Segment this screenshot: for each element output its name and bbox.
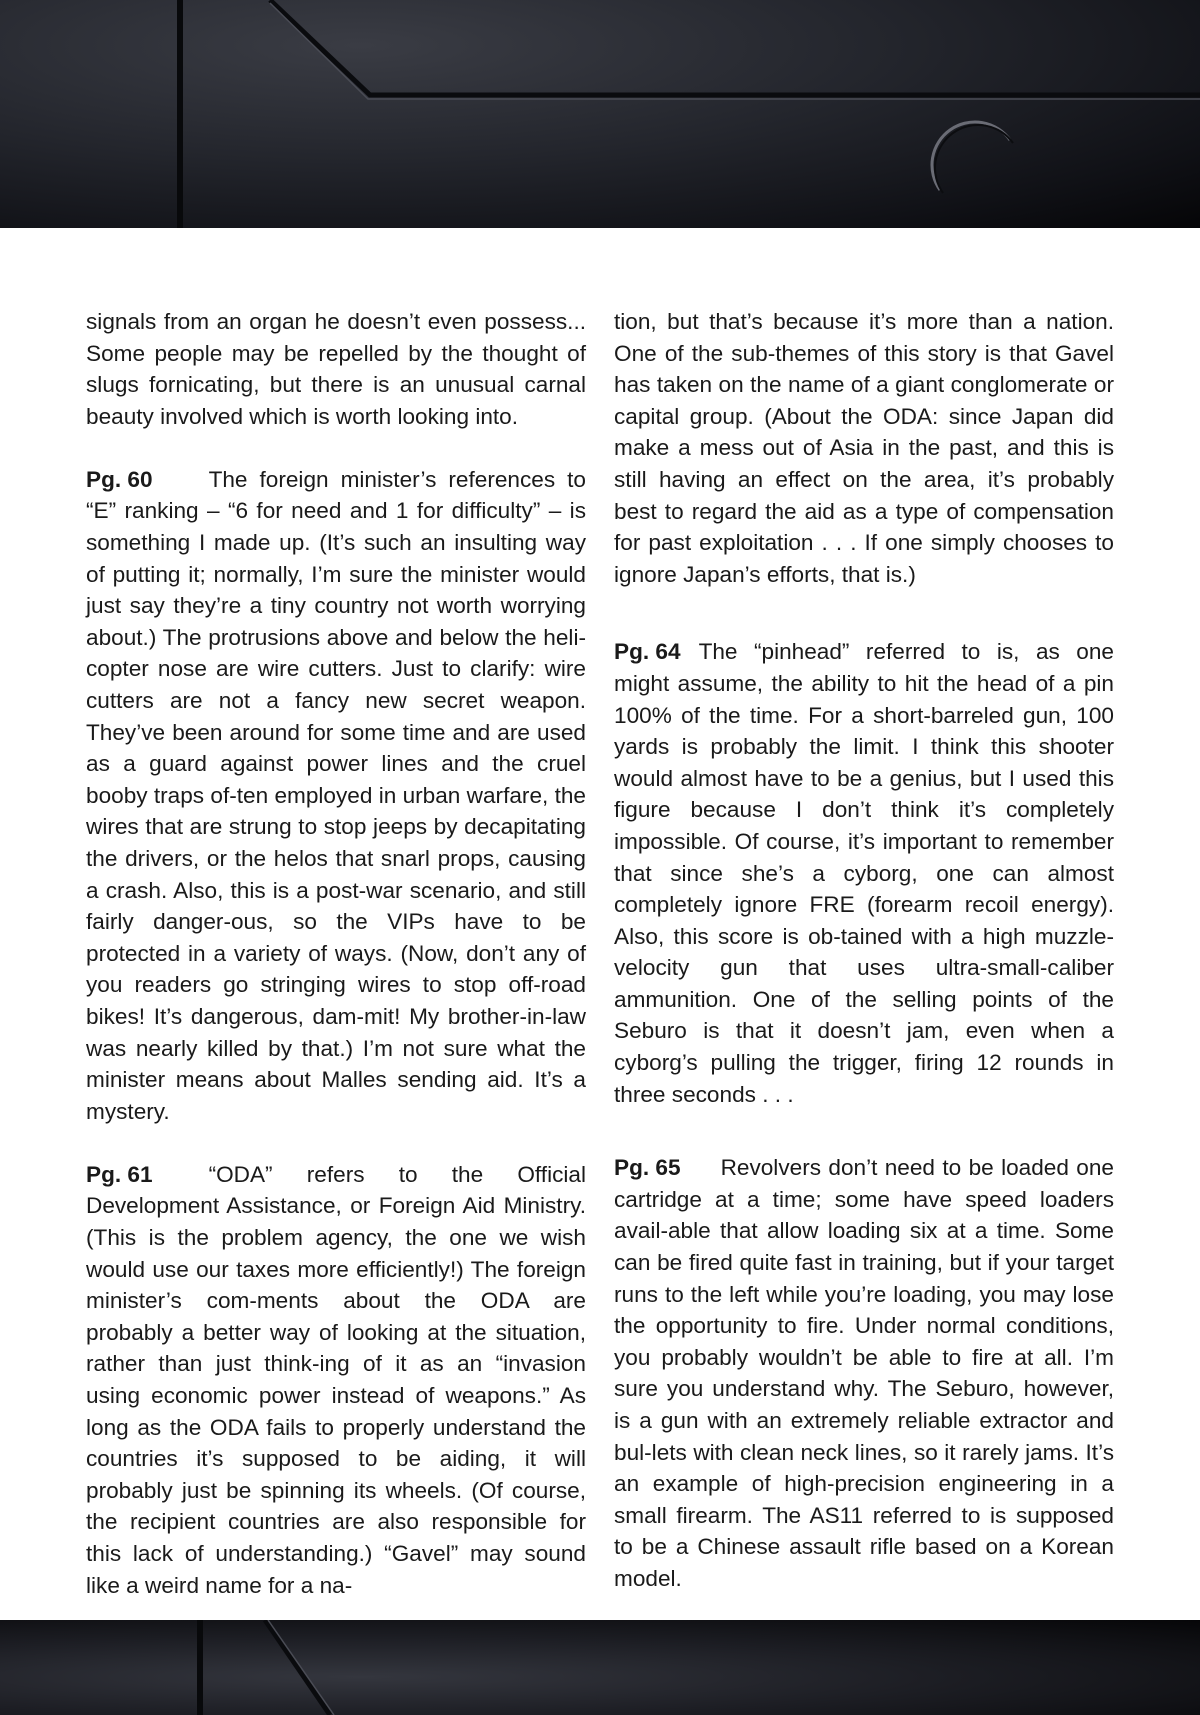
paragraph-pg-61	[86, 1159, 586, 1601]
header-decorative-panel	[0, 0, 1200, 228]
paragraph	[86, 306, 586, 432]
footer-panel-graphic	[0, 1620, 1200, 1715]
paragraph-pg-64	[614, 636, 1114, 1110]
header-panel-graphic	[0, 0, 1200, 228]
page-reference-label: Pg. 60	[86, 466, 153, 492]
left-column	[86, 306, 586, 1633]
paragraph-text: “ODA” refers to the Official Development Assistance, or Foreign Aid Ministry. (This is the problem agency, the one we wish would use our taxes more efficiently!) The foreign minister’s com-ments about the ODA are probably a better way of looking at the situation, rather than just think-ing of it as an “invasion using economic power instead of weapons.” As long as the ODA fails to properly understand the countries it’s supposed to be aiding, it will probably just be spinning its wheels. (Of course, the recipient countries are also responsible for this lack of understanding.) “Gavel” may sound like a weird name for a na-	[86, 1161, 586, 1598]
text-columns	[86, 306, 1114, 1633]
paragraph-pg-65	[614, 1152, 1114, 1594]
paragraph-text: tion, but that’s because it’s more than a nation. One of the sub-themes of this story is that Gavel has taken on the name of a giant conglomerate or capital group. (About the ODA: since Japan did make a mess out of Asia in the past, and this is still having an effect on the area, it’s probably best to regard the aid as a type of compensation for past exploitation . . . If one simply chooses to ignore Japan’s efforts, that is.)	[614, 309, 1114, 587]
paragraph	[614, 306, 1114, 590]
right-column	[614, 306, 1114, 1633]
paragraph-text: The foreign minister’s references to “E” ranking – “6 for need and 1 for difficulty” – is something I made up. (It’s such an insulting way of putting it; normally, I’m sure the minister would just say they’re a tiny country not worth worrying about.) The protrusions above and below the heli-copter nose are wire cutters. Just to clarify: wire cutters are not a fancy new secret weapon. They’ve been around for some time and are used as a guard against power lines and the cruel booby traps of-ten employed in urban warfare, the wires that are strung to stop jeeps by decapitating the drivers, or the helos that snarl props, causing a crash. Also, this is a post-war scenario, and still fairly danger-ous, so the VIPs have to be protected in a variety of ways. (Now, don’t any of you readers go stringing wires to stop off-road bikes! It’s dangerous, dam-mit! My brother-in-law was nearly killed by that.) I’m not sure what the minister means about Malles sending aid. It’s a mystery.	[86, 466, 586, 1124]
paragraph-pg-60	[86, 464, 586, 1127]
footer-decorative-panel	[0, 1620, 1200, 1715]
page-reference-label: Pg. 65	[614, 1155, 681, 1181]
page-reference-label: Pg. 64	[614, 639, 681, 665]
paragraph-text: Revolvers don’t need to be loaded one cartridge at a time; some have speed loaders avail-able that allow loading six at a time. Some can be fired quite fast in training, but if your target runs to the left while you’re loading, you may lose the opportunity to fire. Under normal conditions, you probably wouldn’t be able to fire at all. I’m sure you understand why. The Seburo, however, is a gun with an extremely reliable extractor and bul-lets with clean neck lines, so it rarely jams. It’s an example of high-precision engineering in a small firearm. The AS11 referred to is supposed to be a Chinese assault rifle based on a Korean model.	[614, 1155, 1114, 1591]
paragraph-text: The “pinhead” referred to is, as one might assume, the ability to hit the head of a pin 100% of the time. For a short-barreled gun, 100 yards is probably the limit. I think this shooter would almost have to be a genius, but I used this figure because I don’t think it’s completely impossible. Of course, it’s important to remember that since she’s a cyborg, one can almost completely ignore FRE (forearm recoil energy). Also, this score is ob-tained with a high muzzle-velocity gun that uses ultra-small-caliber ammunition. One of the selling points of the Seburo is that it doesn’t jam, even when a cyborg’s pulling the trigger, firing 12 rounds in three seconds . . .	[614, 639, 1114, 1107]
paragraph-text: signals from an organ he doesn’t even possess... Some people may be repelled by the thought of slugs fornicating, but there is an unusual carnal beauty involved which is worth looking into.	[86, 309, 586, 429]
page-reference-label: Pg. 61	[86, 1161, 153, 1187]
